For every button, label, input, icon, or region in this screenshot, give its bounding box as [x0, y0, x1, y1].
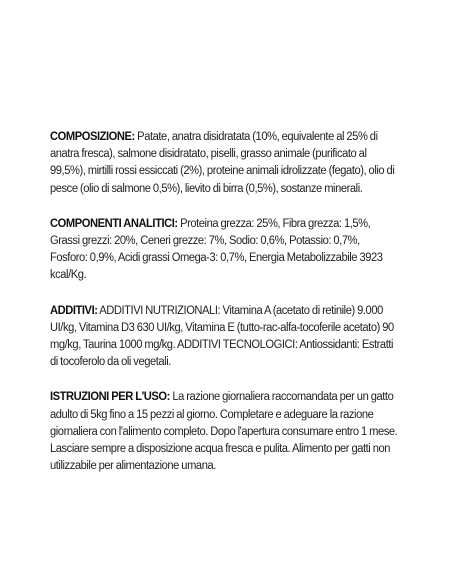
- composition-text: Patate, anatra disidratata (10%, equivalente al 25% di anatra fresca), salmone disidratato, piselli, grasso animale (purificato al 99,5%), mirtilli rossi essiccati (2%), proteine animali idrolizzate (fegato), olio di pesce (olio di salmone 0,5%), lievito di birra (0,5%), sostanze minerali.: [50, 131, 395, 195]
- usage-instructions-heading: ISTRUZIONI PER L'USO:: [50, 391, 170, 404]
- usage-instructions-text: La razione giornaliera raccomandata per un gatto adulto di 5kg fino a 15 pezzi al giorno. Completare e adeguare la razione giornaliera con l'alimento completo. Dopo l'apertura consumare entro 1 mese. Lasciare sempre a disposizione acqua fresca e pulita. Alimento per gatti non utilizzabile per alimentazione umana.: [50, 391, 398, 473]
- product-label-text: [50, 129, 398, 493]
- composition-section: [50, 129, 398, 198]
- additives-text: ADDITIVI NUTRIZIONALI: Vitamina A (acetato di retinile) 9.000 UI/kg, Vitamina D3 630 UI/kg, Vitamina E (tutto-rac-alfa-tocoferile acetato) 90 mg/kg, Taurina 1000 mg/kg. ADDITIVI TECNOLOGICI: Antiossidanti: Estratti di tocoferolo da oli vegetali.: [50, 304, 394, 369]
- analytical-components-text: Proteina grezza: 25%, Fibra grezza: 1,5%, Grassi grezzi: 20%, Ceneri grezze: 7%, Sodio: 0,6%, Potassio: 0,7%, Fosforo: 0,9%, Acidi grassi Omega-3: 0,7%, Energia Metabolizzabile 3923 kcal/Kg.: [50, 217, 383, 282]
- analytical-components-section: [50, 216, 398, 285]
- additives-heading: ADDITIVI:: [50, 304, 98, 317]
- additives-section: [50, 303, 398, 372]
- composition-heading: COMPOSIZIONE:: [50, 131, 135, 143]
- analytical-components-heading: COMPONENTI ANALITICI:: [50, 217, 178, 230]
- usage-instructions-section: [50, 389, 398, 475]
